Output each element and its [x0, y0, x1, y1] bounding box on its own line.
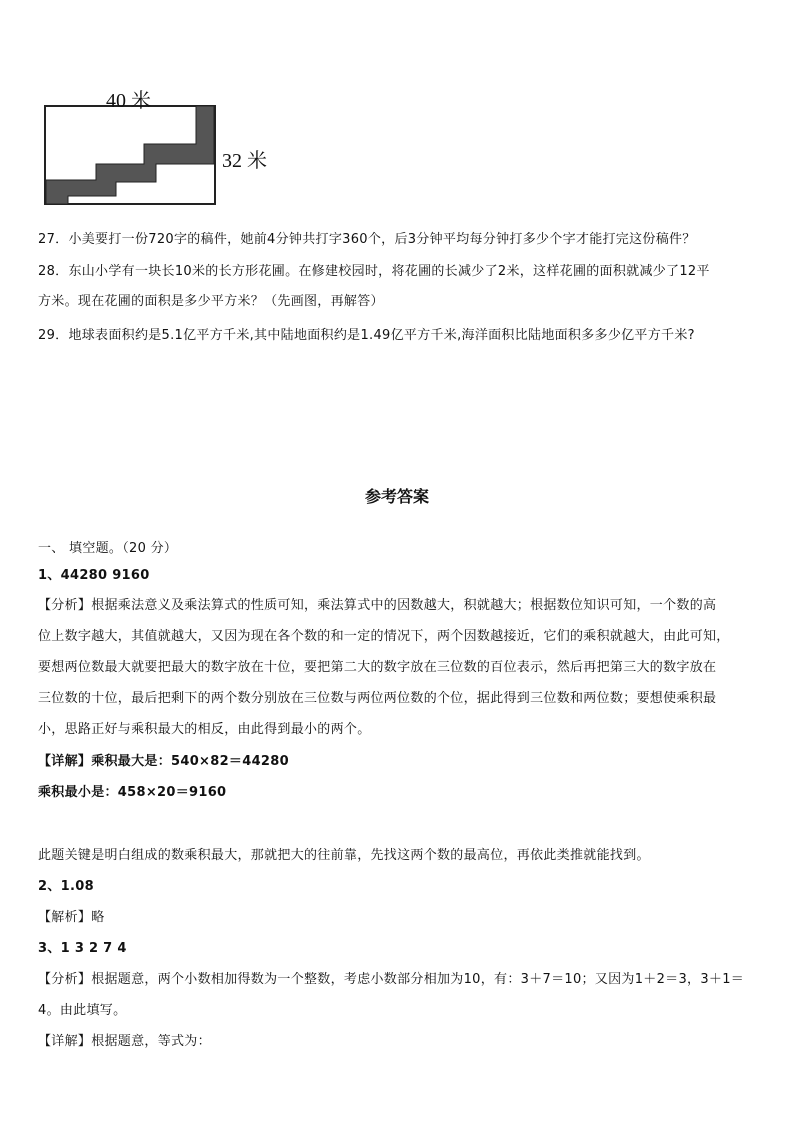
answer-1: 1、44280 9160	[38, 568, 150, 583]
answer-3: 3、1 3 2 7 4	[38, 941, 127, 956]
answer-1-analysis: 小，思路正好与乘积最大的相反，由此得到最小的两个。	[38, 722, 371, 737]
answer-1-analysis: 位上数字越大，其值就越大，又因为现在各个数的和一定的情况下，两个因数越接近，它们的乘积就越大，由此可知，	[38, 629, 730, 644]
answer-3-analysis: 【分析】根据题意，两个小数相加得数为一个整数，考虑小数部分相加为10，有：3＋7＝10；又因为1＋2＝3，3＋1＝	[38, 972, 745, 987]
question-28-line2: 方米。现在花圃的面积是多少平方米？（先画图，再解答）	[38, 294, 384, 309]
answer-3-analysis: 4。由此填写。	[38, 1003, 127, 1018]
width-label: 40 米	[106, 90, 151, 112]
answer-1-detail: 乘积最小是：458×20＝9160	[38, 785, 227, 800]
section-title: 一、 填空题。（20 分）	[38, 541, 178, 556]
answer-heading: 参考答案	[364, 487, 429, 506]
garden-figure	[36, 84, 286, 208]
answer-2-analysis: 【解析】略	[38, 910, 105, 925]
answer-1-note: 此题关键是明白组成的数乘积最大，那就把大的往前靠，先找这两个数的最高位，再依此类推就能找到。	[38, 848, 650, 863]
question-27: 27．小美要打一份720字的稿件，她前4分钟共打字360个，后3分钟平均每分钟打多少个字才能打完这份稿件？	[38, 232, 696, 247]
answer-2: 2、1.08	[38, 879, 94, 894]
answer-3-detail: 【详解】根据题意，等式为：	[38, 1034, 211, 1049]
answer-1-detail: 【详解】乘积最大是：540×82＝44280	[38, 754, 289, 769]
answer-1-analysis: 要想两位数最大就要把最大的数字放在十位，要把第二大的数字放在三位数的百位表示，然后再把第三大的数字放在	[38, 660, 717, 675]
answer-1-analysis: 【分析】根据乘法意义及乘法算式的性质可知，乘法算式中的因数越大，积就越大；根据数位知识可知，一个数的高	[38, 598, 717, 613]
question-28-line1: 28．东山小学有一块长10米的长方形花圃。在修建校园时，将花圃的长减少了2米，这样花圃的面积就减少了12平	[38, 264, 710, 279]
height-label: 32 米	[222, 150, 267, 172]
question-29: 29．地球表面积约是5.1亿平方千米,其中陆地面积约是1.49亿平方千米,海洋面积比陆地面积多多少亿平方千米?	[38, 328, 695, 343]
answer-1-analysis: 三位数的十位，最后把剩下的两个数分别放在三位数与两位两位数的个位，据此得到三位数和两位数；要想使乘积最	[38, 691, 717, 706]
